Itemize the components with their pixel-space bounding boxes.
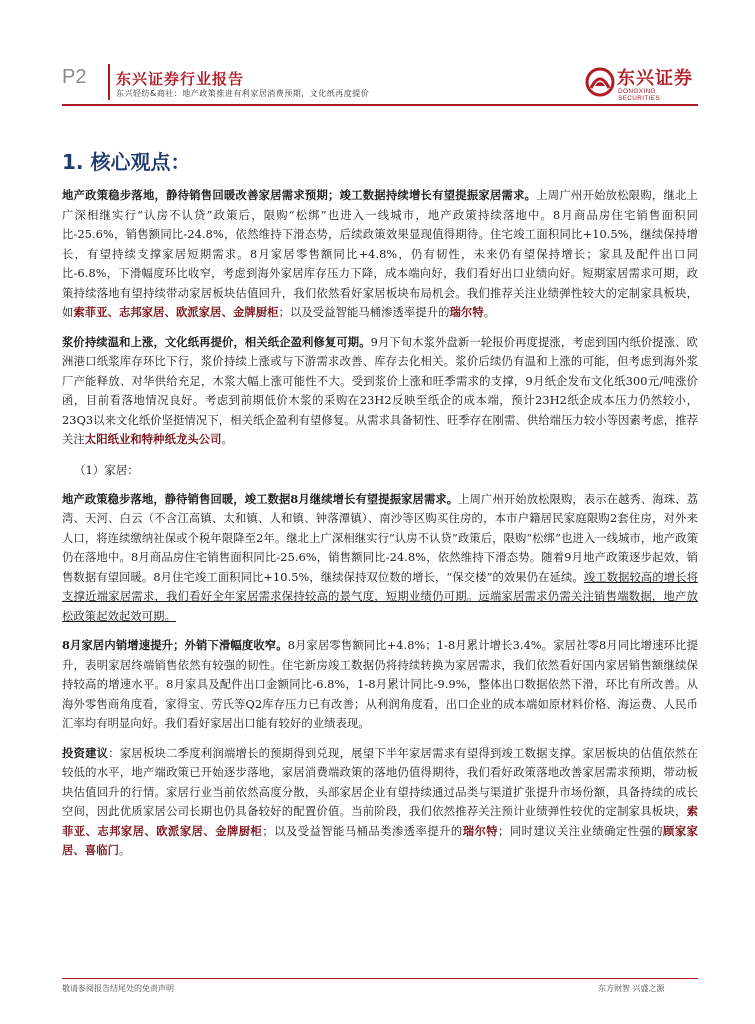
disclaimer-note: 敬请参阅报告结尾处的免责声明 [62,984,174,993]
paragraph-domestic-export: 8月家居内销增速提升；外销下滑幅度收窄。8月家居零售额同比+4.8%；1-8月累计增长3.4%。家居社零8月同比增速环比提升，表明家居终端销售依然有较强的韧性。住宅新房竣工数据仍将持续转换为家居需求，我们依然看好国内家居销售额继续保持较高的增速水平。8月家具及配件出口金额同比-6.8%，1-8月累计同比-9.9%，整体出口数据依然下滑，环比有所改善。从海外零售商角度看，家得宝、劳氏等Q2库存压力已有改善；从利润角度看，出口企业的成本端如原材料价格、海运费、人民币汇率均有明显向好。我们看好家居出口能有较好的业绩表现。 [62,638,698,730]
paragraph-real-estate-policy: 地产政策稳步落地，静待销售回暖改善家居需求预期；竣工数据持续增长有望提振家居需求。上周广州开始放松限购，继北上广深相继实行“认房不认贷”政策后，限购“松绑”也进入一线城市，地产政策持续落地中。8月商品房住宅销售面积同比-25.6%，销售额同比-24.8%，依然维持下滑态势，后续政策效果显现值得期待。住宅竣工面积同比+10.5%，继续保持增长，有望持续支撑家居短期需求。8月家居零售额同比+4.8%，仍有韧性，未来仍有望保持增长；家具及配件出口同比-6.8%，下滑幅度环比收窄，考虑到海外家居库存压力下降，成本端向好，我们看好出口业绩向好。短期家居需求可期，政策持续落地有望持续带动家居板块估值回升，我们依然看好家居板块布局机会。我们推荐关注业绩弹性较大的定制家具板块，如索菲亚、志邦家居、欧派家居、金牌厨柜；以及受益智能马桶渗透率提升的瑞尔特。 [62,188,698,319]
header-divider [108,64,110,100]
report-name: 东兴证券行业报告 [116,70,245,88]
brand-name: 东兴证券 [617,68,693,89]
main-content [62,186,698,861]
footer-rule [62,978,698,979]
paragraph-home-demand: 地产政策稳步落地，静待销售回暖，竣工数据8月继续增长有望提振家居需求。上周广州开始放松限购，表示在越秀、海珠、荔湾、天河、白云（不含江高镇、太和镇、人和镇、钟落潭镇）、南沙等区购买住房的，本市户籍居民家庭限购2套住房，对外来人口，将连续缴纳社保或个税年限降至2年。继北上广深相继实行“认房不认贷”政策后，限购“松绑”也进入一线城市，地产政策仍在落地中。8月商品房住宅销售面积同比-25.6%，销售额同比-24.8%，依然维持下滑态势。随着9月地产政策逐步起效，销售数据有望回暖。8月住宅竣工面积同比+10.5%，继续保持双位数的增长，“保交楼”的效果仍在延续。竣工数据较高的增长将支撑近端家居需求，我们看好全年家居需求保持较高的景气度，短期业绩仍可期。远端家居需求仍需关注销售端数据，地产放松政策起效起效可期。 [62,491,698,623]
paragraph-paper-pulp: 浆价持续温和上涨，文化纸再提价，相关纸企盈利修复可期。9月下旬木浆外盘新一轮报价再度提涨，考虑到国内纸价提涨、欧洲港口纸浆库存环比下行，浆价持续上涨或与下游需求改善、库存去化相关。浆价后续仍有温和上涨的可能，但考虑到海外浆厂产能释放、对华供给充足，木浆大幅上涨可能性不大。受到浆价上涨和旺季需求的支撑，9月纸企发布文化纸300元/吨涨价函，目前看落地情况良好。考虑到前期低价木浆的采购在23H2反映至纸企的成本端，预计23H2纸企成本压力仍然较小，23Q3以来文化纸价坚挺情况下，相关纸企盈利有望修复。从需求具备韧性、旺季存在刚需、供给端压力较小等因素考虑，推荐关注太阳纸业和特种纸龙头公司。 [62,334,698,446]
header-rule [62,104,698,106]
section-title: 1. 核心观点： [62,150,191,174]
dongxing-logo-icon [585,66,615,98]
page-number: P2 [62,66,87,88]
brand-name-en: DONGXING SECURITIES [618,88,661,102]
paragraph-investment-advice: 投资建议：家居板块二季度利润端增长的预期得到兑现，展望下半年家居需求有望得到竣工数据支撑。家居板块的估值依然在较低的水平，地产端政策已开始逐步落地，家居消费端政策的落地仍值得期待，我们看好政策落地改善家居需求预期，带动板块估值回升的行情。家居行业当前依然高度分散，头部家居企业有望持续通过品类与渠道扩张提升市场份额，具备持续的成长空间，因此优质家居公司长期也仍具备较好的配置价值。当前阶段，我们依然推荐关注预计业绩弹性较优的定制家具板块，索菲亚、志邦家居、欧派家居、金牌厨柜；以及受益智能马桶品类渗透率提升的瑞尔特；同时建议关注业绩确定性强的顾家家居、喜临门。 [62,745,699,857]
subheading-home-furnishing: （1）家居： [74,462,139,477]
dongxing-logo [585,66,695,100]
footer-slogan: 东方财智 兴盛之源 [598,984,665,993]
report-subtitle: 东兴轻纺&商社：地产政策推进有利家居消费预期，文化纸再度提价 [116,89,370,98]
